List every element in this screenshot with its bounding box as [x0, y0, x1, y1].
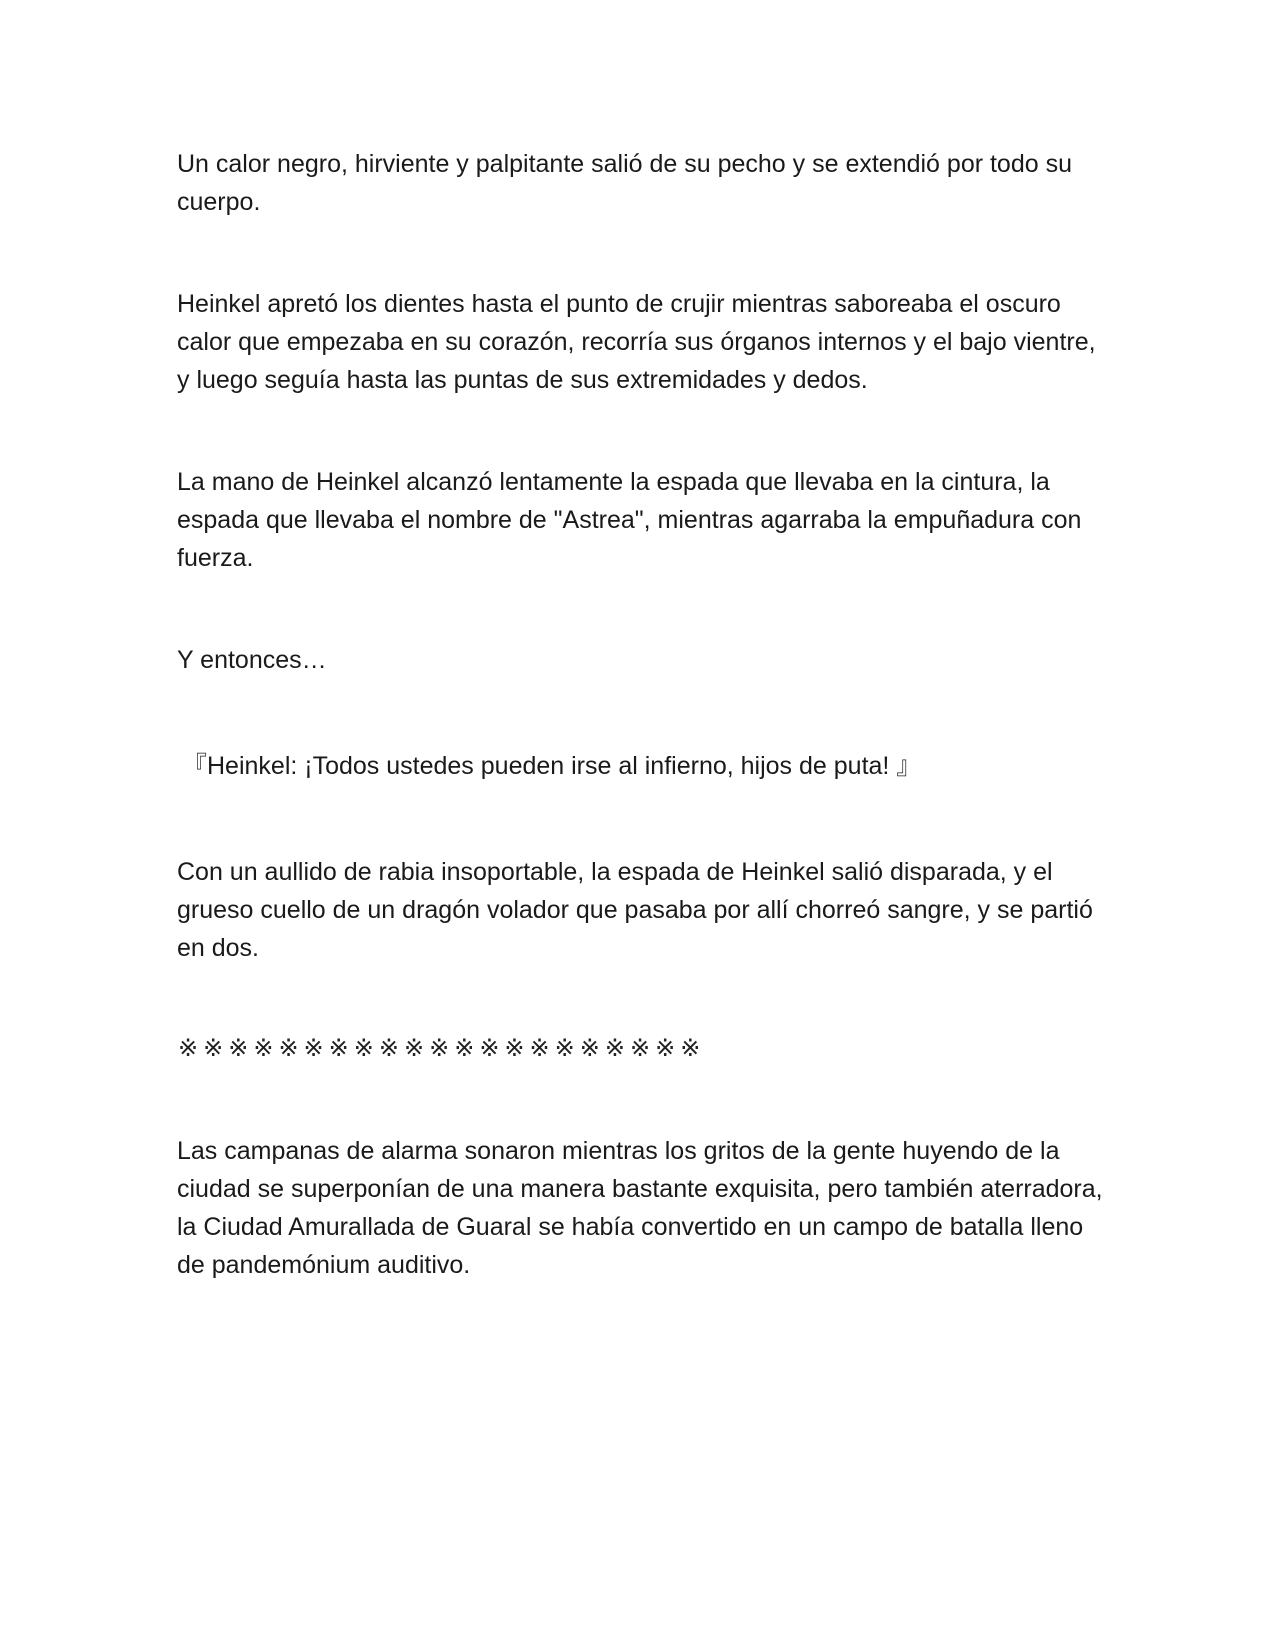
paragraph-2: Heinkel apretó los dientes hasta el punto de crujir mientras saboreaba el oscuro calor que empezaba en su corazón, recorría sus órganos internos y el bajo vientre, y luego seguía hasta las puntas de sus extremidades y dedos.: [177, 290, 1096, 394]
paragraph-6: Las campanas de alarma sonaron mientras los gritos de la gente huyendo de la ciudad se superponían de una manera bastante exquisita, pero también aterradora, la Ciudad Amurallada de Guaral se había convertido en un campo de batalla lleno de pandemónium auditivo.: [177, 1137, 1103, 1279]
paragraph-3: La mano de Heinkel alcanzó lentamente la espada que llevaba en la cintura, la espada que llevaba el nombre de "Astrea", mientras agarraba la empuñadura con fuerza.: [177, 468, 1082, 572]
paragraph-1: Un calor negro, hirviente y palpitante salió de su pecho y se extendió por todo su cuerpo.: [177, 150, 1072, 216]
dialogue-line: 『Heinkel: ¡Todos ustedes pueden irse al infierno, hijos de puta! 』: [182, 752, 922, 780]
paragraph-5: Con un aullido de rabia insoportable, la espada de Heinkel salió disparada, y el grueso cuello de un dragón volador que pasaba por allí chorreó sangre, y se partió en dos.: [177, 858, 1093, 962]
scene-separator: ※※※※※※※※※※※※※※※※※※※※※: [178, 1035, 706, 1062]
paragraph-4: Y entonces…: [177, 646, 327, 674]
